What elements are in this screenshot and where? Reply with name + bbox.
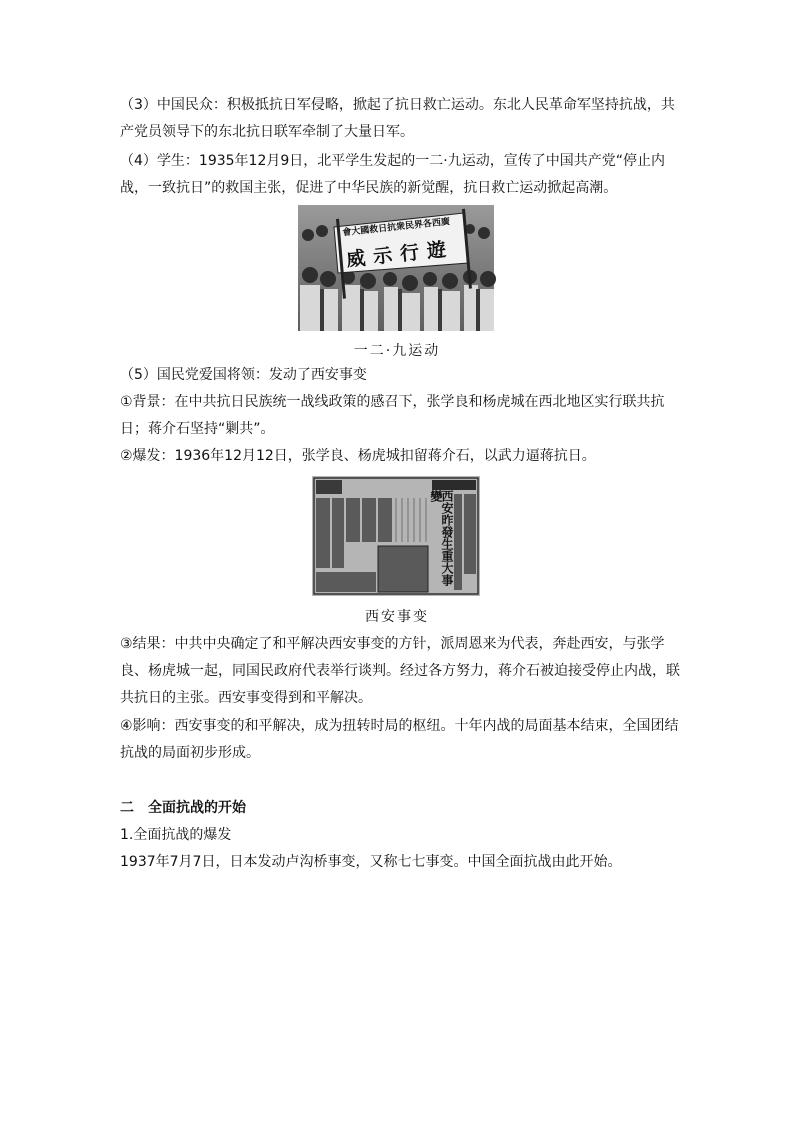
paragraph-result: ③结果：中共中央确定了和平解决西安事变的方针，派周恩来为代表，奔赴西安，与张学良、杨虎城一起，同国民政府代表举行谈判。经过各方努力，蒋介石被迫接受停止内战，联共抗日的主张。西安事变得到和平解决。 bbox=[120, 636, 680, 706]
paragraph-impact: ④影响：西安事变的和平解决，成为扭转时局的枢纽。十年内战的局面基本结束，全国团结抗战的局面初步形成。 bbox=[120, 718, 679, 761]
newspaper-headline: 西安昨發生重大事變 bbox=[429, 490, 454, 586]
banner-main-text: 威示行遊 bbox=[345, 237, 456, 272]
subheading-outbreak-full-war: 1.全面抗战的爆发 bbox=[120, 827, 232, 843]
paragraph-chinese-people: （3）中国民众：积极抵抗日军侵略，掀起了抗日救亡运动。东北人民革命军坚持抗战，共产党员领导下的东北抗日联军牵制了大量日军。 bbox=[120, 97, 675, 140]
xian-incident-newspaper-photo bbox=[312, 476, 480, 596]
section-heading-full-war: 二 全面抗战的开始 bbox=[120, 800, 246, 816]
figure-caption-xian-incident: 西安事变 bbox=[365, 609, 429, 625]
paragraph-outbreak: ②爆发：1936年12月12日，张学良、杨虎城扣留蒋介石，以武力逼蒋抗日。 bbox=[120, 448, 596, 464]
figure-caption-december-ninth: 一二·九运动 bbox=[353, 343, 441, 359]
paragraph-students: （4）学生：1935年12月9日，北平学生发起的一二·九运动，宣传了中国共产党“停止内战，一致抗日”的救国主张，促进了中华民族的新觉醒，抗日救亡运动掀起高潮。 bbox=[120, 153, 665, 196]
paragraph-kmt-generals: （5）国民党爱国将领：发动了西安事变 bbox=[120, 367, 367, 383]
december-ninth-movement-photo bbox=[298, 205, 494, 331]
paragraph-background: ①背景：在中共抗日民族统一战线政策的感召下，张学良和杨虎城在西北地区实行联共抗日；蒋介石坚持“剿共”。 bbox=[120, 394, 665, 437]
paragraph-july-seventh: 1937年7月7日，日本发动卢沟桥事变，又称七七事变。中国全面抗战由此开始。 bbox=[120, 854, 622, 870]
banner-top-text: 會大國救日抗衆民界各西廣 bbox=[341, 217, 451, 239]
newspaper-illustration bbox=[312, 476, 480, 596]
